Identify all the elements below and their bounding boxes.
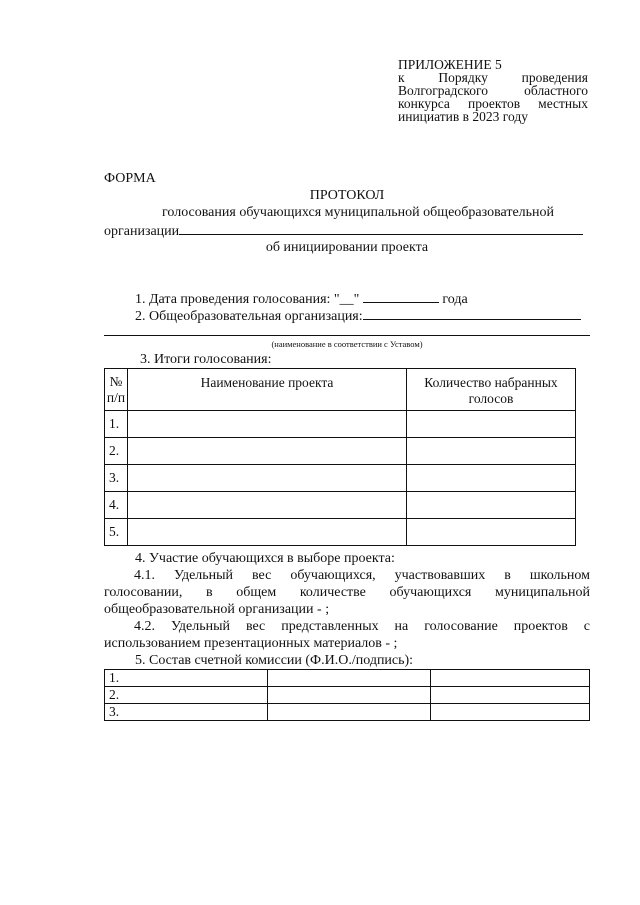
row-number: 5.	[105, 519, 128, 546]
appendix-word: Волгоградского	[398, 83, 488, 98]
appendix-word: к	[398, 70, 405, 85]
org-blank	[363, 307, 581, 320]
protocol-subtitle-line-2	[104, 222, 583, 240]
appendix-word: конкурса	[398, 96, 450, 111]
header-votes-count: Количество набранных голосов	[407, 369, 576, 411]
organization-label: организации	[104, 224, 180, 239]
form-label: ФОРМА	[104, 171, 156, 186]
participation-4-2-line-2: использованием презентационных материалов - ;	[104, 636, 398, 651]
commission-signature-cell[interactable]	[431, 704, 590, 721]
commission-row-number: 2.	[105, 687, 268, 704]
project-name-cell[interactable]	[128, 465, 407, 492]
date-suffix: года	[442, 292, 468, 307]
commission-name-cell[interactable]	[268, 704, 431, 721]
protocol-title: ПРОТОКОЛ	[309, 188, 385, 203]
row-number: 3.	[105, 465, 128, 492]
votes-cell[interactable]	[407, 519, 576, 546]
participation-4-1-line-2: голосовании, в общем количестве обучающихся муниципальной	[104, 585, 590, 600]
appendix-header	[398, 58, 588, 123]
appendix-word: Порядку	[438, 70, 488, 85]
date-line	[135, 290, 468, 308]
row-number: 4.	[105, 492, 128, 519]
participation-4-2-line-1: 4.2. Удельный вес представленных на голосование проектов с	[134, 619, 590, 634]
table-row	[105, 670, 590, 687]
participation-4-1-line-3: общеобразовательной организации - ;	[104, 602, 330, 617]
commission-row-number: 1.	[105, 670, 268, 687]
commission-name-cell[interactable]	[268, 670, 431, 687]
table-row	[105, 704, 590, 721]
participation-heading: 4. Участие обучающихся в выборе проекта:	[135, 551, 395, 566]
results-table	[104, 368, 576, 546]
row-number: 1.	[105, 411, 128, 438]
org-label: 2. Общеобразовательная организация:	[135, 309, 363, 324]
header-number: № п/п	[105, 369, 128, 411]
row-number: 2.	[105, 438, 128, 465]
commission-name-cell[interactable]	[268, 687, 431, 704]
commission-table	[104, 669, 590, 721]
project-name-cell[interactable]	[128, 438, 407, 465]
appendix-title: ПРИЛОЖЕНИЕ 5	[398, 57, 502, 72]
appendix-word: местных	[538, 96, 588, 111]
votes-cell[interactable]	[407, 438, 576, 465]
table-row	[105, 687, 590, 704]
project-name-cell[interactable]	[128, 411, 407, 438]
appendix-word: проектов	[467, 96, 521, 111]
commission-heading: 5. Состав счетной комиссии (Ф.И.О./подпись):	[135, 653, 414, 668]
table-row	[105, 411, 576, 438]
commission-row-number: 3.	[105, 704, 268, 721]
date-blank	[363, 290, 439, 303]
table-row	[105, 438, 576, 465]
results-label: 3. Итоги голосования:	[140, 352, 272, 367]
table-row	[105, 465, 576, 492]
protocol-subtitle-line-1: голосования обучающихся муниципальной общеобразовательной	[162, 205, 555, 220]
protocol-subtitle-line-3: об инициировании проекта	[265, 240, 429, 255]
project-name-cell[interactable]	[128, 492, 407, 519]
org-blank-second-line	[104, 335, 590, 336]
org-caption: (наименование в соответствии с Уставом)	[271, 339, 423, 349]
table-row	[105, 519, 576, 546]
votes-cell[interactable]	[407, 411, 576, 438]
commission-signature-cell[interactable]	[431, 670, 590, 687]
votes-cell[interactable]	[407, 465, 576, 492]
participation-4-1-line-1: 4.1. Удельный вес обучающихся, участвовавших в школьном	[134, 568, 590, 583]
table-row	[105, 492, 576, 519]
appendix-word: областного	[524, 83, 588, 98]
appendix-line-4: инициатив в 2023 году	[398, 109, 528, 124]
commission-signature-cell[interactable]	[431, 687, 590, 704]
appendix-word: проведения	[521, 70, 588, 85]
header-project-name: Наименование проекта	[128, 369, 407, 411]
org-line	[135, 307, 581, 325]
date-label: 1. Дата проведения голосования: "__"	[135, 292, 360, 307]
results-header-row	[105, 369, 576, 411]
organization-blank	[179, 222, 583, 235]
project-name-cell[interactable]	[128, 519, 407, 546]
votes-cell[interactable]	[407, 492, 576, 519]
